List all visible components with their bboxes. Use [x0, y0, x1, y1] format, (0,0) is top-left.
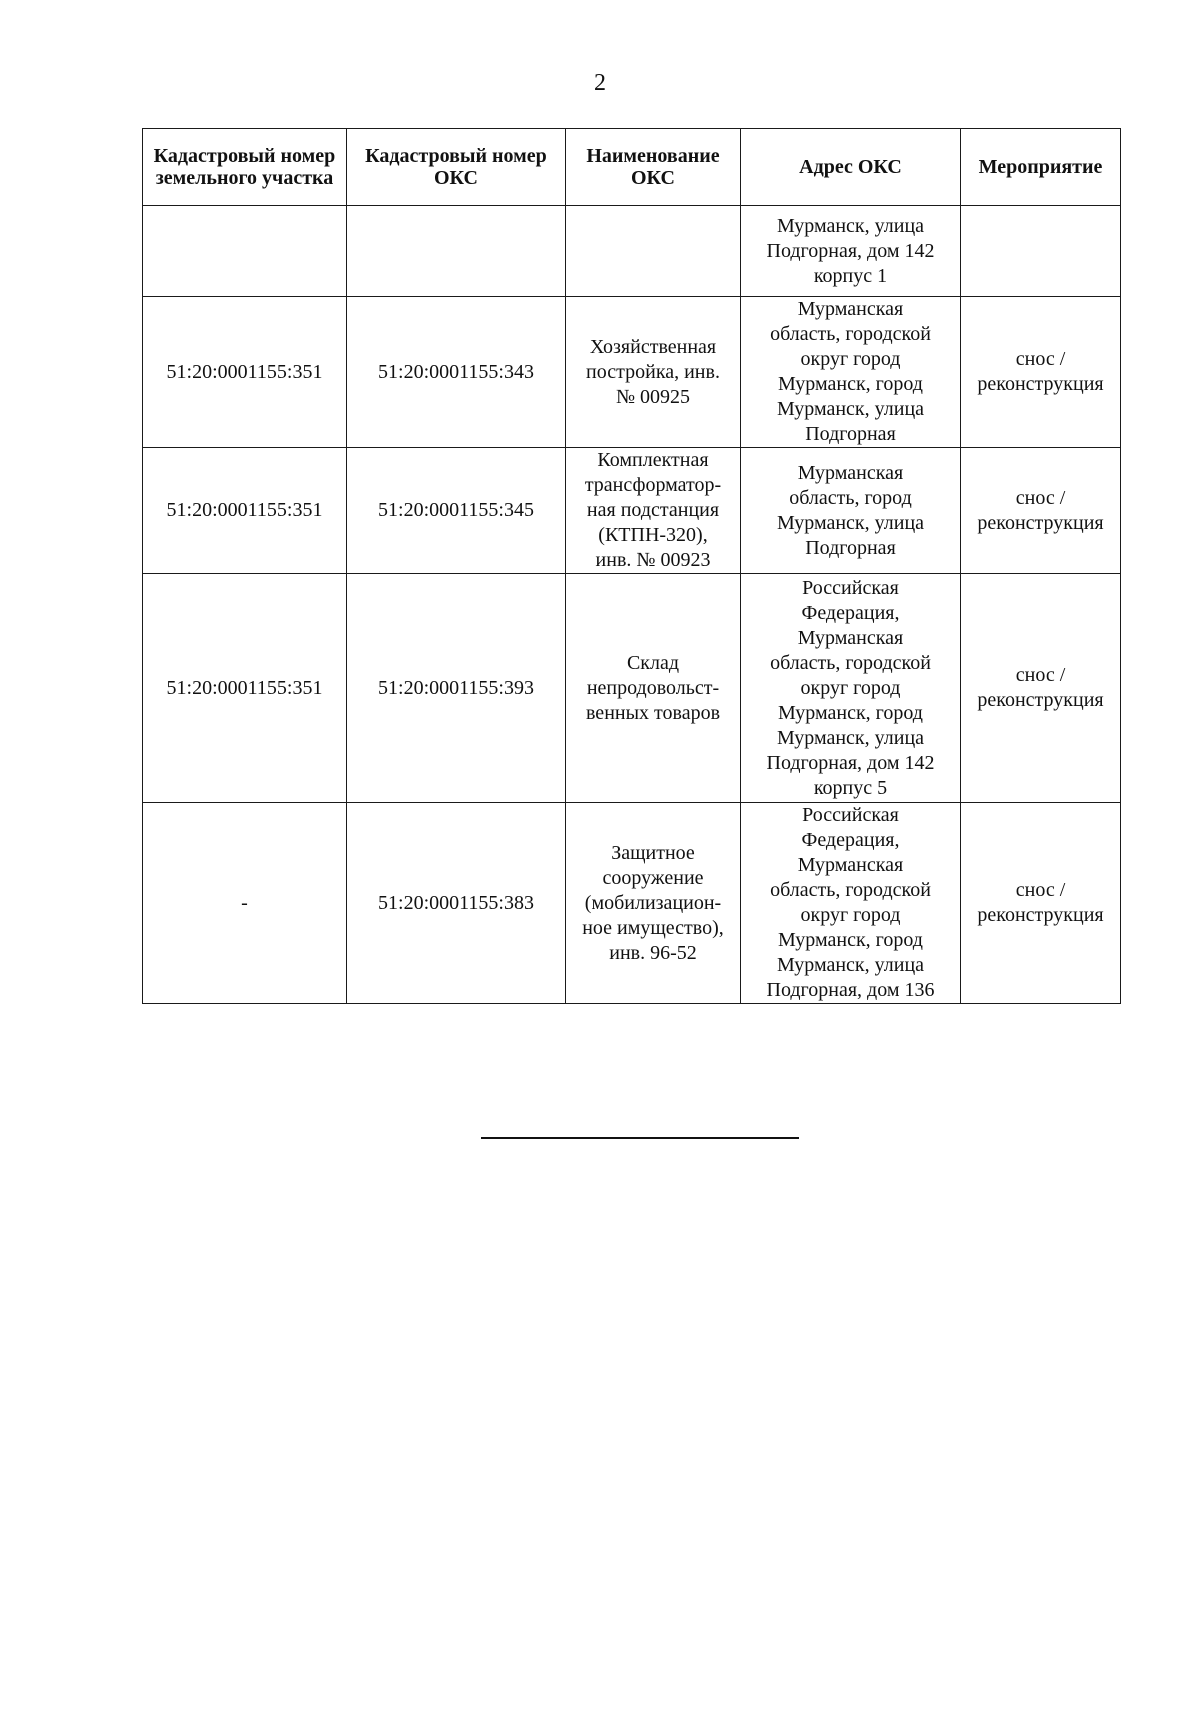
cell-action: снос / реконструкция: [961, 574, 1121, 803]
cell-land-cadastral: 51:20:0001155:351: [143, 574, 347, 803]
cell-oks-cadastral: 51:20:0001155:383: [347, 803, 566, 1004]
table-row: [143, 803, 1121, 1004]
cell-oks-address: Мурманская область, город Мурманск, улица Подгорная: [741, 448, 961, 574]
table-header-row: [143, 129, 1121, 206]
cell-oks-cadastral: 51:20:0001155:345: [347, 448, 566, 574]
header-oks-cadastral: Кадастровый номер ОКС: [347, 129, 566, 206]
cell-oks-name: Хозяйственная постройка, инв. № 00925: [566, 297, 741, 448]
table-row: [143, 206, 1121, 297]
table-row: [143, 574, 1121, 803]
cell-land-cadastral: -: [143, 803, 347, 1004]
header-oks-name: Наименование ОКС: [566, 129, 741, 206]
cell-action: снос / реконструкция: [961, 297, 1121, 448]
cell-oks-name: Комплектная трансформатор- ная подстанция (КТПН-320), инв. № 00923: [566, 448, 741, 574]
cell-action: снос / реконструкция: [961, 803, 1121, 1004]
header-action: Мероприятие: [961, 129, 1121, 206]
header-oks-address: Адрес ОКС: [741, 129, 961, 206]
cell-oks-cadastral: 51:20:0001155:393: [347, 574, 566, 803]
header-land-cadastral: Кадастровый номер земельного участка: [143, 129, 347, 206]
oks-table: [142, 128, 1121, 1004]
cell-oks-name: Склад непродовольст- венных товаров: [566, 574, 741, 803]
end-of-document-rule: [481, 1137, 799, 1139]
cell-action: [961, 206, 1121, 297]
cell-oks-address: Российская Федерация, Мурманская область, городской округ город Мурманск, город Мурманск, улица Подгорная, дом 142 корпус 5: [741, 574, 961, 803]
cell-oks-address: Мурманск, улица Подгорная, дом 142 корпус 1: [741, 206, 961, 297]
cell-land-cadastral: 51:20:0001155:351: [143, 448, 347, 574]
cell-oks-address: Российская Федерация, Мурманская область, городской округ город Мурманск, город Мурманск, улица Подгорная, дом 136: [741, 803, 961, 1004]
cell-action: снос / реконструкция: [961, 448, 1121, 574]
table-row: [143, 448, 1121, 574]
page-number: 2: [594, 70, 606, 96]
cell-oks-name: [566, 206, 741, 297]
cell-land-cadastral: 51:20:0001155:351: [143, 297, 347, 448]
cell-oks-name: Защитное сооружение (мобилизацион- ное имущество), инв. 96-52: [566, 803, 741, 1004]
cell-oks-cadastral: [347, 206, 566, 297]
cell-oks-cadastral: 51:20:0001155:343: [347, 297, 566, 448]
table-row: [143, 297, 1121, 448]
cell-oks-address: Мурманская область, городской округ город Мурманск, город Мурманск, улица Подгорная: [741, 297, 961, 448]
cell-land-cadastral: [143, 206, 347, 297]
